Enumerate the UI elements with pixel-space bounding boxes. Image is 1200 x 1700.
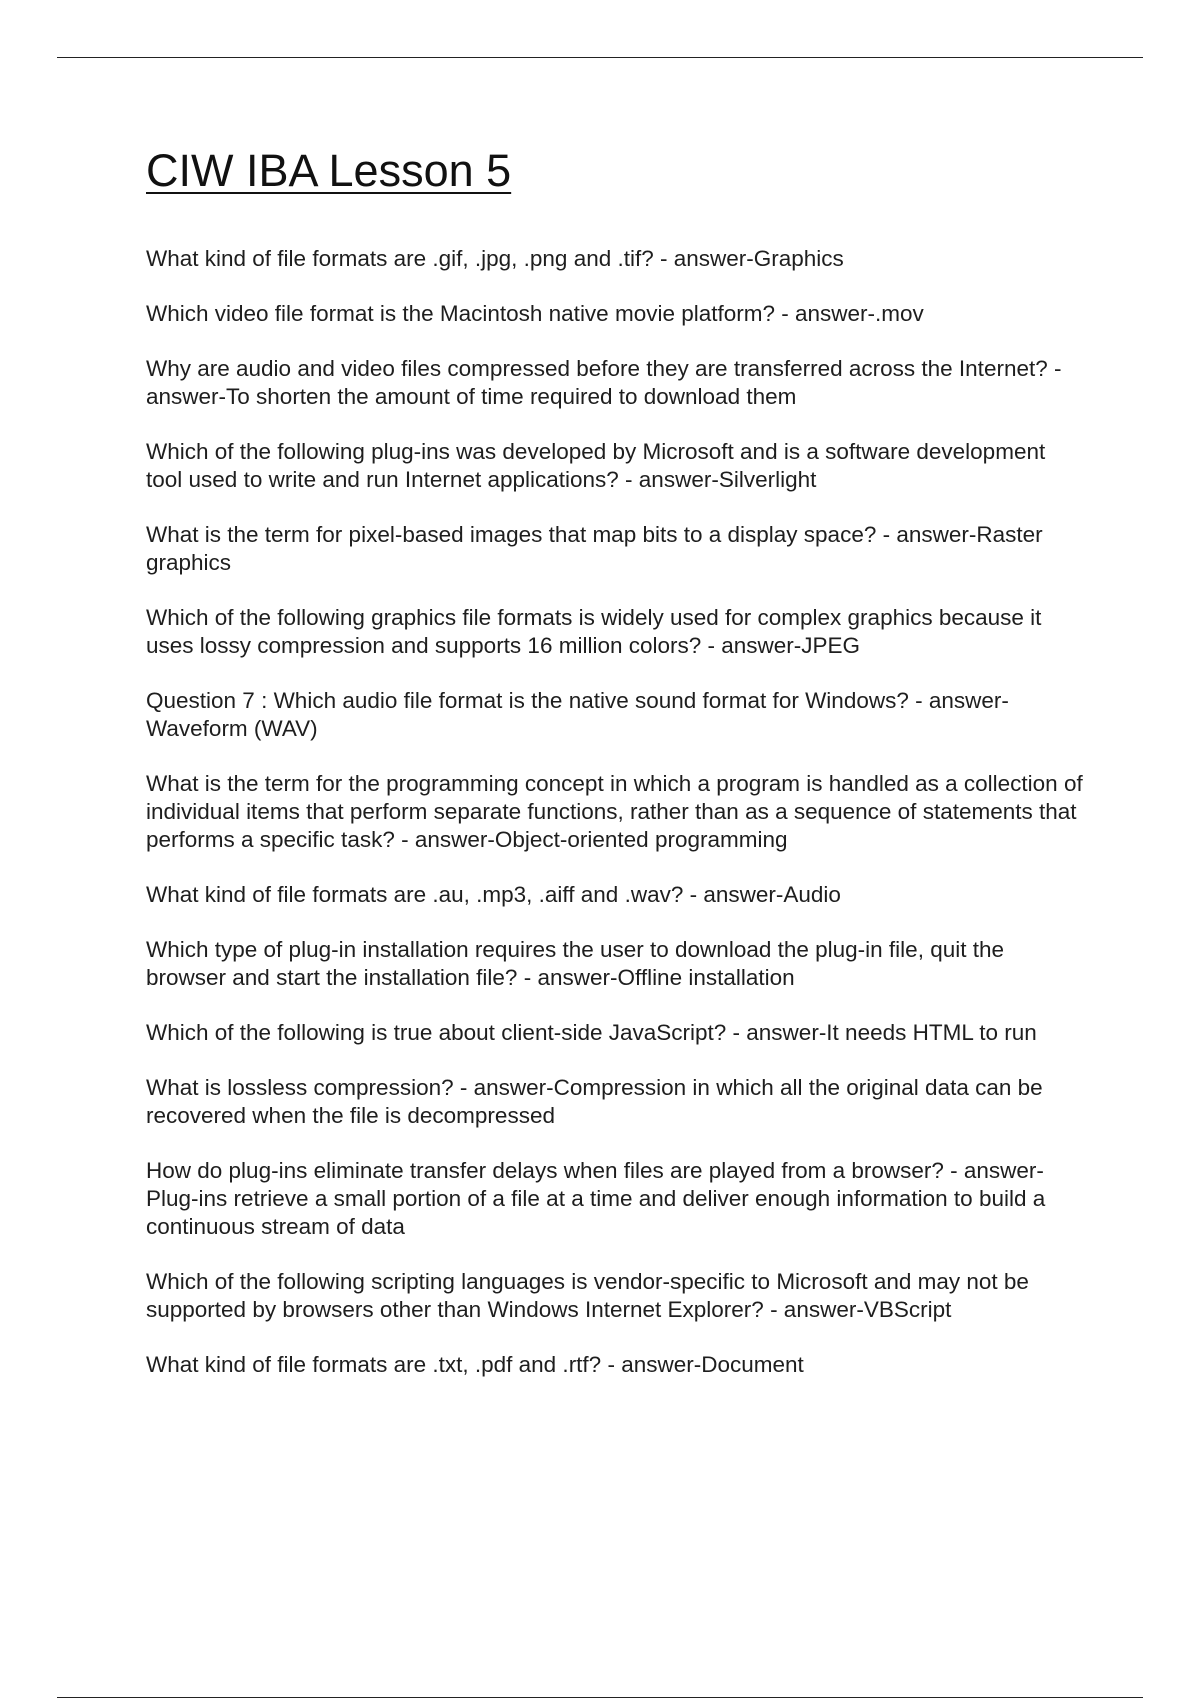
bottom-divider (57, 1697, 1143, 1698)
qa-item: What kind of file formats are .gif, .jpg, .png and .tif? - answer-Graphics (146, 245, 844, 271)
qa-item: Which video file format is the Macintosh native movie platform? - answer-.mov (146, 300, 924, 326)
page-title: CIW IBA Lesson 5 (146, 145, 512, 196)
qa-item: How do plug-ins eliminate transfer delays when files are played from a browser? - answer-Plug-ins retrieve a small portion of a file at a time and deliver enough information to build a continuous stream of data (146, 1157, 1046, 1239)
page-content (146, 145, 1086, 1406)
top-divider (57, 57, 1143, 58)
qa-list (146, 245, 1086, 1379)
qa-item: What kind of file formats are .au, .mp3, .aiff and .wav? - answer-Audio (146, 881, 841, 907)
qa-item: Which of the following is true about client-side JavaScript? - answer-It needs HTML to run (146, 1019, 1037, 1045)
qa-item: Which of the following scripting languages is vendor-specific to Microsoft and may not be supported by browsers other than Windows Internet Explorer? - answer-VBScript (146, 1268, 1029, 1322)
qa-item: What is the term for pixel-based images that map bits to a display space? - answer-Raster graphics (146, 521, 1043, 575)
qa-item: What is the term for the programming concept in which a program is handled as a collection of individual items that perform separate functions, rather than as a sequence of statements that performs a specific task? - answer-Object-oriented programming (146, 770, 1083, 852)
qa-item: Which of the following plug-ins was developed by Microsoft and is a software development tool used to write and run Internet applications? - answer-Silverlight (146, 438, 1046, 492)
qa-item: Why are audio and video files compressed before they are transferred across the Internet? - answer-To shorten the amount of time required to download them (146, 355, 1062, 409)
qa-item: Question 7 : Which audio file format is the native sound format for Windows? - answer-Waveform (WAV) (146, 687, 1009, 741)
qa-item: What is lossless compression? - answer-Compression in which all the original data can be recovered when the file is decompressed (146, 1074, 1043, 1128)
qa-item: Which type of plug-in installation requires the user to download the plug-in file, quit the browser and start the installation file? - answer-Offline installation (146, 936, 1004, 990)
qa-item: Which of the following graphics file formats is widely used for complex graphics because it uses lossy compression and supports 16 million colors? - answer-JPEG (146, 604, 1042, 658)
qa-item: What kind of file formats are .txt, .pdf and .rtf? - answer-Document (146, 1351, 804, 1377)
